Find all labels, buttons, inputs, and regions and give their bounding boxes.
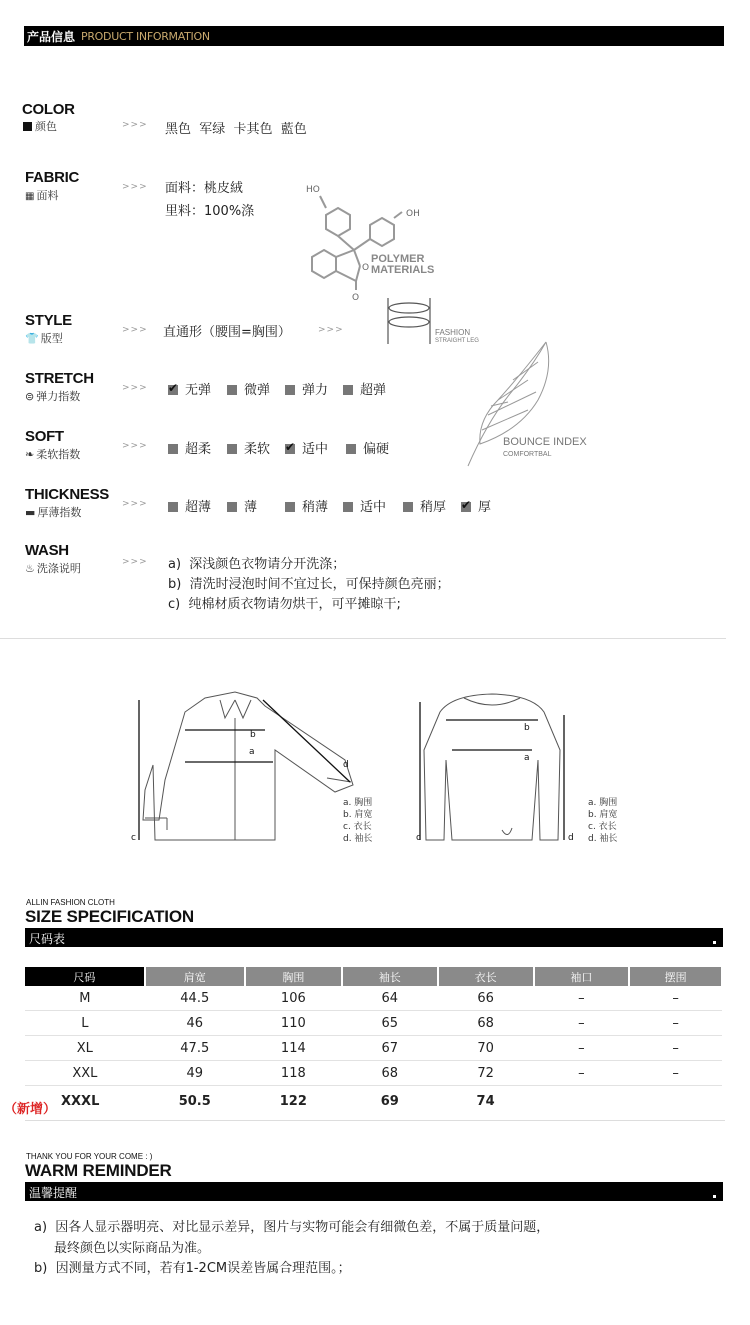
soft-option-1: 超柔	[168, 438, 211, 457]
divider	[0, 638, 726, 639]
box-icon	[227, 502, 237, 512]
fabric-line2: 里料：100%涤	[165, 204, 255, 219]
table-row: XXL 49 118 68 72 – –	[25, 1061, 722, 1086]
thickness-option-5: 稍厚	[403, 496, 446, 515]
size-title: SIZE SPECIFICATION	[25, 907, 194, 926]
reminder-bar-cn: 温馨提醒	[29, 1186, 78, 1200]
thickness-option-4: 适中	[343, 496, 386, 515]
fabric-label-cn: ▦ 面料	[25, 189, 59, 202]
table-row: M 44.5 106 64 66 – –	[25, 986, 722, 1011]
reminder-b: b) 因测量方式不同，若有1-2CM误差皆属合理范围。；	[34, 1261, 351, 1276]
thickness-icon: ▬	[25, 506, 36, 519]
fashion-text: FASHION	[435, 328, 471, 337]
soft-option-4: 偏硬	[346, 438, 389, 457]
thickness-arrows: >>>	[122, 499, 148, 509]
box-icon	[346, 444, 356, 454]
molecule-ho: HO	[306, 185, 320, 195]
bounce-index-text: BOUNCE INDEX	[503, 436, 587, 448]
reminder-title: WARM REMINDER	[25, 1161, 172, 1180]
box-icon	[227, 385, 237, 395]
diagram-label-d: d	[343, 760, 349, 770]
checked-icon	[168, 385, 178, 395]
col-size: 尺码	[25, 967, 145, 986]
sweater-diagram	[412, 690, 587, 850]
soft-label: SOFT	[25, 428, 64, 445]
diagram2-label-c: c	[416, 833, 421, 843]
style-arrows-2: >>>	[318, 325, 344, 335]
stretch-option-2: 微弹	[227, 379, 270, 398]
style-label: STYLE	[25, 312, 72, 329]
stretch-option-3: 弹力	[285, 379, 328, 398]
table-row: L 46 110 65 68 – –	[25, 1011, 722, 1036]
wash-label: WASH	[25, 542, 69, 559]
diagram2-label-d: d	[568, 833, 574, 843]
straight-leg-icon	[384, 296, 434, 348]
color-values: 黑色 军绿 卡其色 藍色	[165, 122, 307, 137]
diagram-label-c: c	[131, 833, 136, 843]
style-value: 直通形（腰围=胸围）	[163, 325, 291, 340]
shirt-icon: 👕	[25, 332, 39, 345]
soft-option-2: 柔软	[227, 438, 270, 457]
diagram-label-a: a	[249, 747, 255, 757]
box-icon	[168, 502, 178, 512]
col-sleeve: 袖长	[342, 967, 438, 986]
wash-label-cn: ♨ 洗涤说明	[25, 562, 81, 575]
molecule-o2: O	[352, 293, 360, 303]
wash-item-b: b) 清洗时浸泡时间不宜过长，可保持颜色亮丽；	[168, 577, 450, 592]
box-icon	[227, 444, 237, 454]
polymer-text-1: POLYMER	[371, 253, 425, 265]
stretch-option-4: 超弹	[343, 379, 386, 398]
thickness-label-cn: ▬ 厚薄指数	[25, 506, 82, 519]
soft-label-cn: ❧ 柔软指数	[25, 448, 81, 461]
stretch-label-cn: ⊜ 弹力指数	[25, 390, 81, 403]
size-small-title: ALLIN FASHION CLOTH	[26, 898, 115, 907]
box-icon	[343, 385, 353, 395]
bounce-index-sub: COMFORTBAL	[503, 451, 552, 458]
reminder-bar	[25, 1182, 723, 1201]
wash-icon: ♨	[25, 562, 35, 575]
wash-arrows: >>>	[122, 557, 148, 567]
header-title-cn: 产品信息	[27, 30, 76, 44]
col-chest: 胸围	[245, 967, 342, 986]
size-table-header	[25, 967, 722, 986]
diagram-label-b: b	[250, 730, 256, 740]
box-icon	[285, 385, 295, 395]
legend-1: a. 胸围 b. 肩宽 c. 衣长 d. 袖长	[343, 798, 373, 844]
size-bar-dot	[713, 941, 716, 944]
divider-2	[25, 1120, 725, 1121]
soft-option-3: ✔ 适中	[285, 438, 328, 457]
style-arrows: >>>	[122, 325, 148, 335]
color-arrows: >>>	[122, 120, 148, 130]
molecule-oh: OH	[406, 209, 420, 219]
box-icon	[403, 502, 413, 512]
fabric-arrows: >>>	[122, 182, 148, 192]
soft-arrows: >>>	[122, 441, 148, 451]
box-icon	[285, 502, 295, 512]
polymer-text-2: MATERIALS	[371, 264, 435, 276]
stretch-icon: ⊜	[25, 390, 35, 403]
legend-2: a. 胸围 b. 肩宽 c. 衣长 d. 袖长	[588, 798, 618, 844]
wash-item-a: a) 深浅颜色衣物请分开洗涤；	[168, 557, 346, 572]
box-icon	[168, 444, 178, 454]
size-bar	[25, 928, 723, 947]
box-icon	[343, 502, 353, 512]
grid-icon: ▦	[25, 191, 35, 202]
stretch-arrows: >>>	[122, 383, 148, 393]
col-shoulder: 肩宽	[145, 967, 245, 986]
color-label: COLOR	[22, 101, 75, 118]
table-row: XL 47.5 114 67 70 – –	[25, 1036, 722, 1061]
checked-icon	[285, 444, 295, 454]
fashion-sub-text: STRAIGHT LEG	[435, 338, 479, 344]
size-bar-cn: 尺码表	[29, 932, 66, 946]
col-length: 衣长	[438, 967, 534, 986]
reminder-a: a) 因各人显示器明亮、对比显示差异，图片与实物可能会有细微色差，不属于质量问题，	[34, 1220, 550, 1235]
color-label-cn: 颜色	[23, 118, 57, 134]
diagram2-label-a: a	[524, 753, 530, 763]
col-cuff: 袖口	[534, 967, 630, 986]
thickness-option-1: 超薄	[168, 496, 211, 515]
fabric-label: FABRIC	[25, 169, 80, 186]
checked-icon	[461, 502, 471, 512]
thickness-option-2: 薄	[227, 496, 257, 515]
stretch-label: STRETCH	[25, 370, 94, 387]
molecule-icon	[298, 178, 458, 303]
thickness-option-6: ✔ 厚	[461, 496, 491, 515]
molecule-o1: O	[362, 263, 370, 273]
reminder-small-title: THANK YOU FOR YOUR COME : )	[26, 1152, 153, 1161]
square-icon	[23, 122, 32, 131]
new-tag: （新增）	[4, 1102, 57, 1117]
wash-item-c: c) 纯棉材质衣物请勿烘干，可平摊晾干;	[168, 597, 401, 612]
thickness-label: THICKNESS	[25, 486, 109, 503]
fabric-line1: 面料：桃皮絨	[165, 181, 244, 196]
style-label-cn: 👕 版型	[25, 332, 63, 345]
reminder-bar-dot	[713, 1195, 716, 1198]
size-table	[25, 967, 723, 1116]
header-title-en: PRODUCT INFORMATION	[81, 30, 210, 43]
diagram2-label-b: b	[524, 723, 530, 733]
reminder-a-cont: 最终颜色以实际商品为准。	[54, 1241, 211, 1256]
feather-small-icon: ❧	[25, 448, 35, 461]
col-hem: 摆围	[629, 967, 722, 986]
thickness-option-3: 稍薄	[285, 496, 328, 515]
stretch-option-1: ✔ 无弹	[168, 379, 211, 398]
table-row-new: XXXL 50.5 122 69 74	[61, 1093, 495, 1109]
